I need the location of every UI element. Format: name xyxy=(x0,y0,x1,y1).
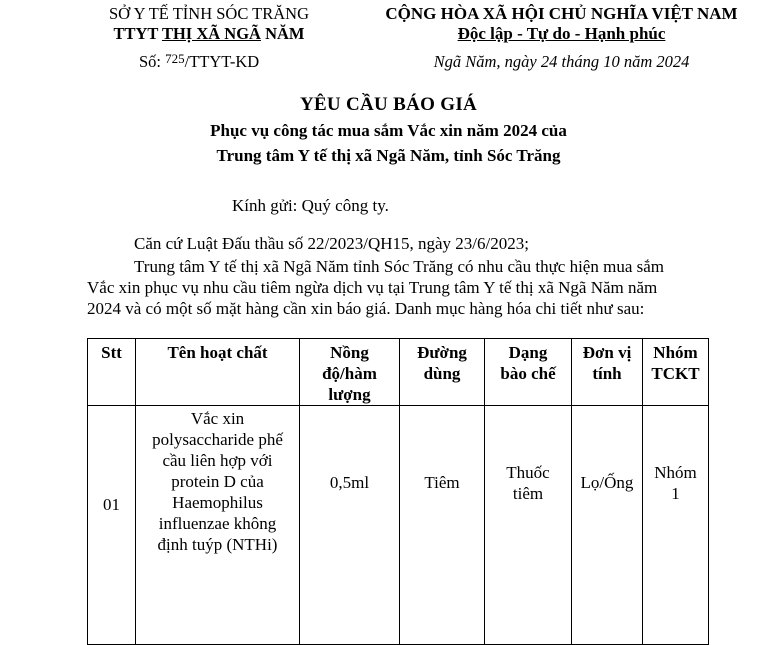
cell-name-line: Vắc xin xyxy=(190,409,245,428)
cell-concentration: 0,5ml xyxy=(300,406,400,645)
document-number-suffix: /TTYT-KD xyxy=(184,52,260,71)
header-group-line-1: Nhóm xyxy=(653,343,698,362)
cell-stt: 01 xyxy=(88,406,136,645)
national-motto-text: Độc lập - Tự do - Hạnh phúc xyxy=(457,24,666,43)
place-date-mid: tháng xyxy=(557,52,604,71)
cell-name-line: influenzae không xyxy=(158,514,277,533)
cell-group-line-1: Nhóm xyxy=(654,463,697,482)
cell-name-line: cầu liên hợp với xyxy=(162,451,273,470)
header-form-line-1: Dạng xyxy=(508,343,548,362)
cell-unit: Lọ/Ống xyxy=(572,406,643,645)
place-date-day: 24 xyxy=(540,52,558,71)
cell-route: Tiêm xyxy=(400,406,485,645)
cell-name xyxy=(136,406,300,645)
table-header-row xyxy=(88,339,709,406)
center-name xyxy=(80,24,338,44)
place-date-month: 10 xyxy=(603,52,620,71)
header-concentration-line-3: lượng xyxy=(328,385,371,404)
legal-basis-paragraph: Căn cứ Luật Đấu thầu số 22/2023/QH15, ngày 23/6/2023; xyxy=(134,234,529,253)
document-title: YÊU CẦU BÁO GIÁ xyxy=(299,94,478,115)
center-name-prefix: TTYT xyxy=(113,24,162,43)
cell-form-line-2: tiêm xyxy=(512,484,544,503)
cell-name-line: định tuýp (NTHi) xyxy=(157,535,278,554)
header-form-line-2: bào chế xyxy=(500,364,556,383)
center-name-underlined: THỊ XÃ NGÃ xyxy=(161,24,261,43)
header-route xyxy=(400,339,485,406)
header-unit-line-2: tính xyxy=(592,364,622,383)
header-name: Tên hoạt chất xyxy=(136,339,300,406)
table-row xyxy=(88,406,709,645)
request-paragraph-line-3: 2024 và có một số mặt hàng cần xin báo giá. Danh mục hàng hóa chi tiết như sau: xyxy=(87,299,645,318)
center-name-suffix: NĂM xyxy=(260,24,305,43)
cell-group-line-2: 1 xyxy=(671,484,680,503)
agency-name: SỞ Y TẾ TỈNH SÓC TRĂNG xyxy=(108,4,309,23)
header-group xyxy=(643,339,709,406)
header-route-line-1: Đường xyxy=(417,343,467,362)
header-route-line-2: dùng xyxy=(423,364,461,383)
cell-name-line: Haemophilus xyxy=(172,493,263,512)
header-stt: Stt xyxy=(88,339,136,406)
document-subtitle-line-2: Trung tâm Y tế thị xã Ngã Năm, tỉnh Sóc Trăng xyxy=(216,146,561,165)
cell-form xyxy=(485,406,572,645)
cell-group xyxy=(643,406,709,645)
header-form xyxy=(485,339,572,406)
place-date-suffix: năm 2024 xyxy=(619,52,690,71)
goods-table xyxy=(87,338,709,645)
header-group-line-2: TCKT xyxy=(651,364,700,383)
request-paragraph-line-1: Trung tâm Y tế thị xã Ngã Năm tỉnh Sóc Trăng có nhu cầu thực hiện mua sắm xyxy=(134,257,665,276)
header-concentration-line-2: độ/hàm xyxy=(322,364,377,383)
national-title: CỘNG HÒA XÃ HỘI CHỦ NGHĨA VIỆT NAM xyxy=(385,4,738,23)
header-concentration xyxy=(300,339,400,406)
document-subtitle-line-1: Phục vụ công tác mua sắm Vắc xin năm 2024 của xyxy=(210,121,567,140)
cell-name-line: polysaccharide phế xyxy=(152,430,283,449)
cell-form-line-1: Thuốc xyxy=(506,463,550,482)
cell-name-line: protein D của xyxy=(171,472,264,491)
salutation: Kính gửi: Quý công ty. xyxy=(232,196,389,215)
place-date xyxy=(370,52,753,72)
national-motto xyxy=(370,24,753,44)
place-date-prefix: Ngã Năm, ngày xyxy=(433,52,541,71)
header-concentration-line-1: Nồng xyxy=(330,343,369,362)
header-unit xyxy=(572,339,643,406)
request-paragraph-line-2: Vắc xin phục vụ nhu cầu tiêm ngừa dịch vụ tại Trung tâm Y tế thị xã Ngã Năm năm xyxy=(87,278,658,297)
document-number-label: Số: xyxy=(139,52,166,71)
header-unit-line-1: Đơn vị xyxy=(582,343,632,362)
document-number xyxy=(139,52,259,72)
document-number-value: 725 xyxy=(165,51,185,66)
